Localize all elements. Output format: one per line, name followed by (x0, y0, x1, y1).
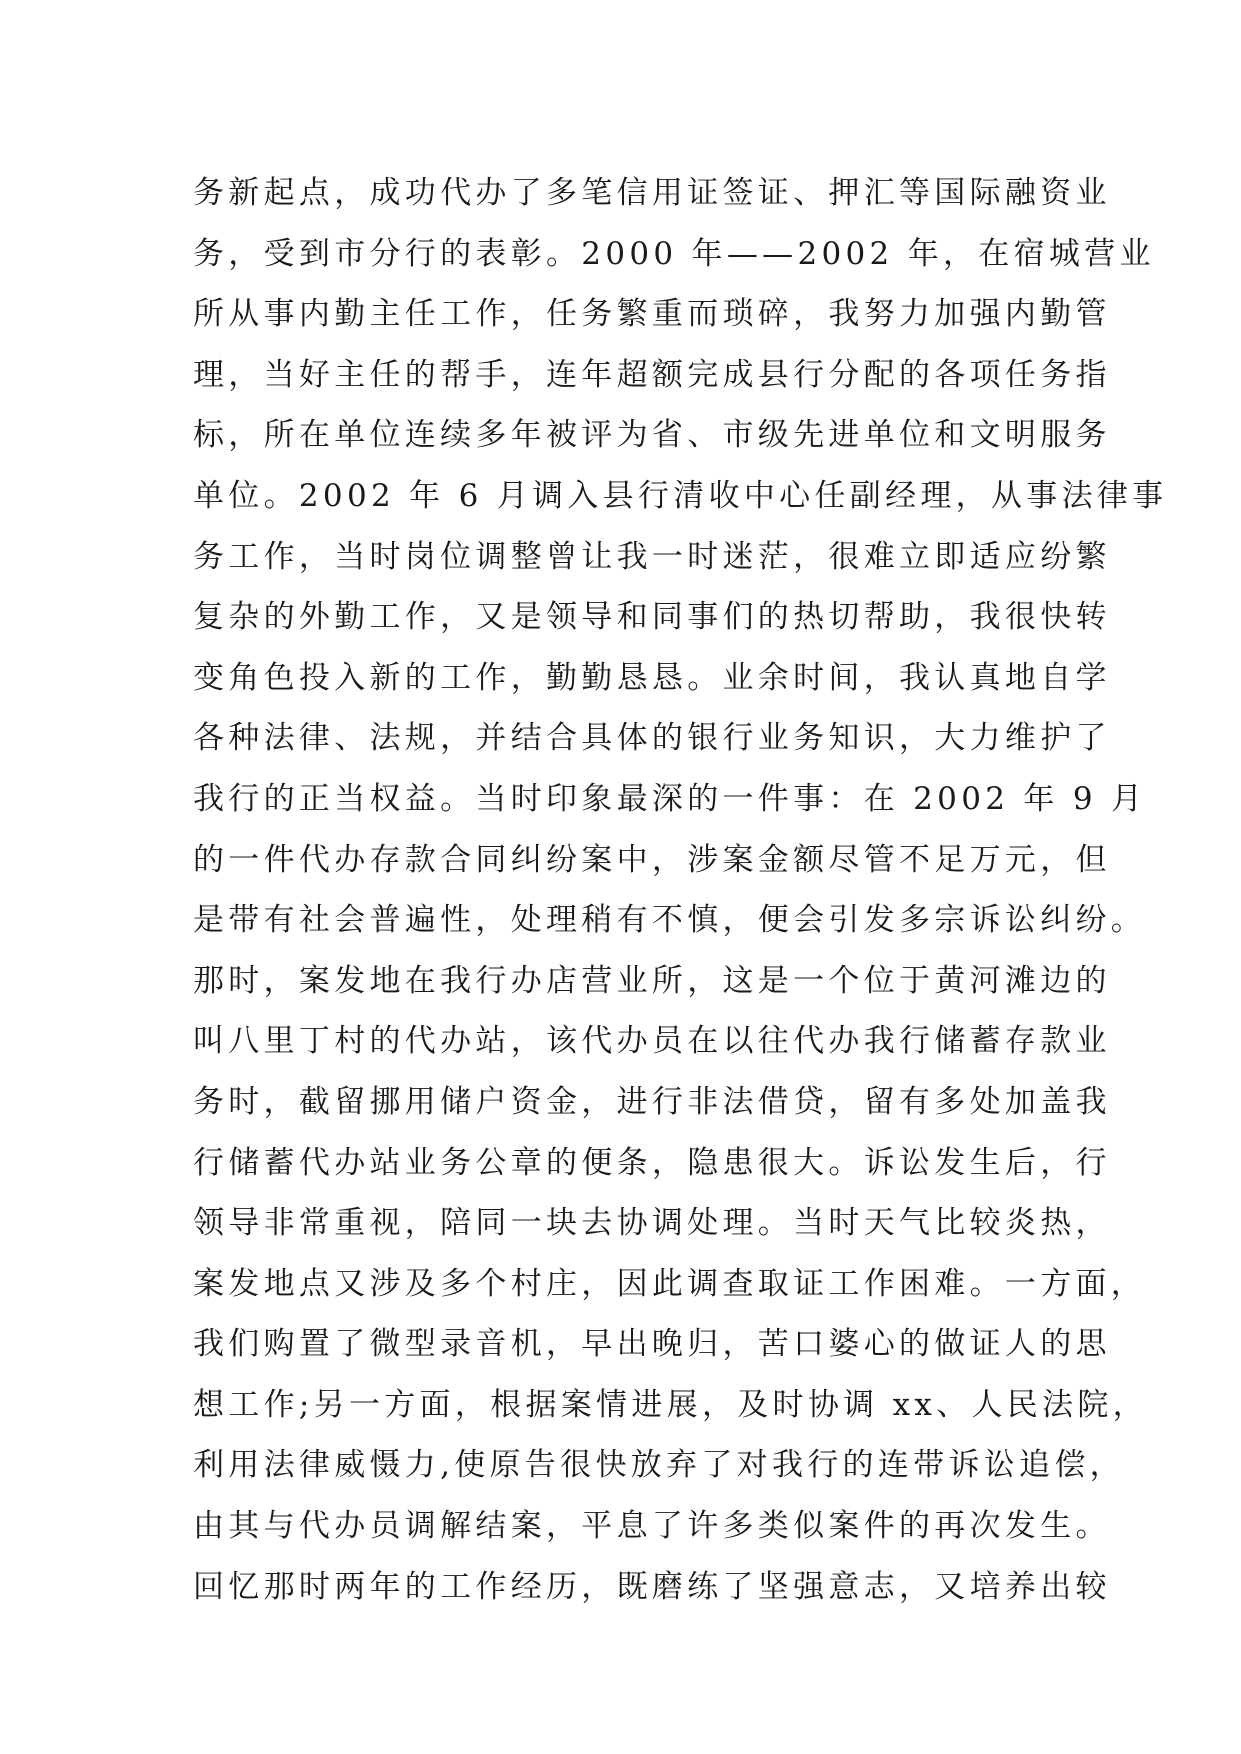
text-line: 变角色投入新的工作，勤勤恳恳。业余时间，我认真地自学 (193, 659, 1111, 696)
text-line: 的一件代办存款合同纠纷案中，涉案金额尽管不足万元，但 (193, 841, 1111, 878)
text-line: 单位。2002 年 6 月调入县行清收中心任副经理，从事法律事 (193, 477, 1168, 514)
text-line: 行储蓄代办站业务公章的便条，隐患很大。诉讼发生后，行 (193, 1144, 1111, 1181)
text-line: 我行的正当权益。当时印象最深的一件事：在 2002 年 9 月 (193, 780, 1147, 817)
text-line: 领导非常重视，陪同一块去协调处理。当时天气比较炎热， (193, 1205, 1111, 1242)
text-line: 务时，截留挪用储户资金，进行非法借贷，留有多处加盖我 (193, 1083, 1111, 1120)
text-line: 回忆那时两年的工作经历，既磨练了坚强意志，又培养出较 (193, 1568, 1111, 1605)
text-line: 由其与代办员调解结案，平息了许多类似案件的再次发生。 (193, 1508, 1111, 1545)
text-line: 利用法律威慑力,使原告很快放弃了对我行的连带诉讼追偿， (193, 1447, 1125, 1484)
text-line: 理，当好主任的帮手，连年超额完成县行分配的各项任务指 (193, 356, 1111, 393)
text-line: 叫八里丁村的代办站，该代办员在以往代办我行储蓄存款业 (193, 1023, 1111, 1060)
text-line: 务，受到市分行的表彰。2000 年——2002 年，在宿城营业 (193, 235, 1155, 272)
text-line: 案发地点又涉及多个村庄，因此调查取证工作困难。一方面， (193, 1265, 1147, 1302)
text-line: 我们购置了微型录音机，早出晚归，苦口婆心的做证人的思 (193, 1326, 1111, 1363)
body-text (193, 163, 1168, 1617)
text-line: 是带有社会普遍性，处理稍有不慎，便会引发多宗诉讼纠纷。 (193, 902, 1147, 939)
text-line: 务新起点，成功代办了多笔信用证签证、押汇等国际融资业 (193, 175, 1111, 211)
text-line: 复杂的外勤工作，又是领导和同事们的热切帮助，我很快转 (193, 599, 1111, 636)
text-line: 务工作，当时岗位调整曾让我一时迷茫，很难立即适应纷繁 (193, 538, 1111, 575)
text-line: 所从事内勤主任工作，任务繁重而琐碎，我努力加强内勤管 (193, 296, 1111, 333)
text-line: 那时，案发地在我行办店营业所，这是一个位于黄河滩边的 (193, 962, 1111, 999)
text-line: 想工作;另一方面，根据案情进展，及时协调 xx、人民法院， (193, 1386, 1148, 1423)
text-line: 各种法律、法规，并结合具体的银行业务知识，大力维护了 (193, 720, 1111, 757)
text-line: 标，所在单位连续多年被评为省、市级先进单位和文明服务 (193, 417, 1111, 454)
